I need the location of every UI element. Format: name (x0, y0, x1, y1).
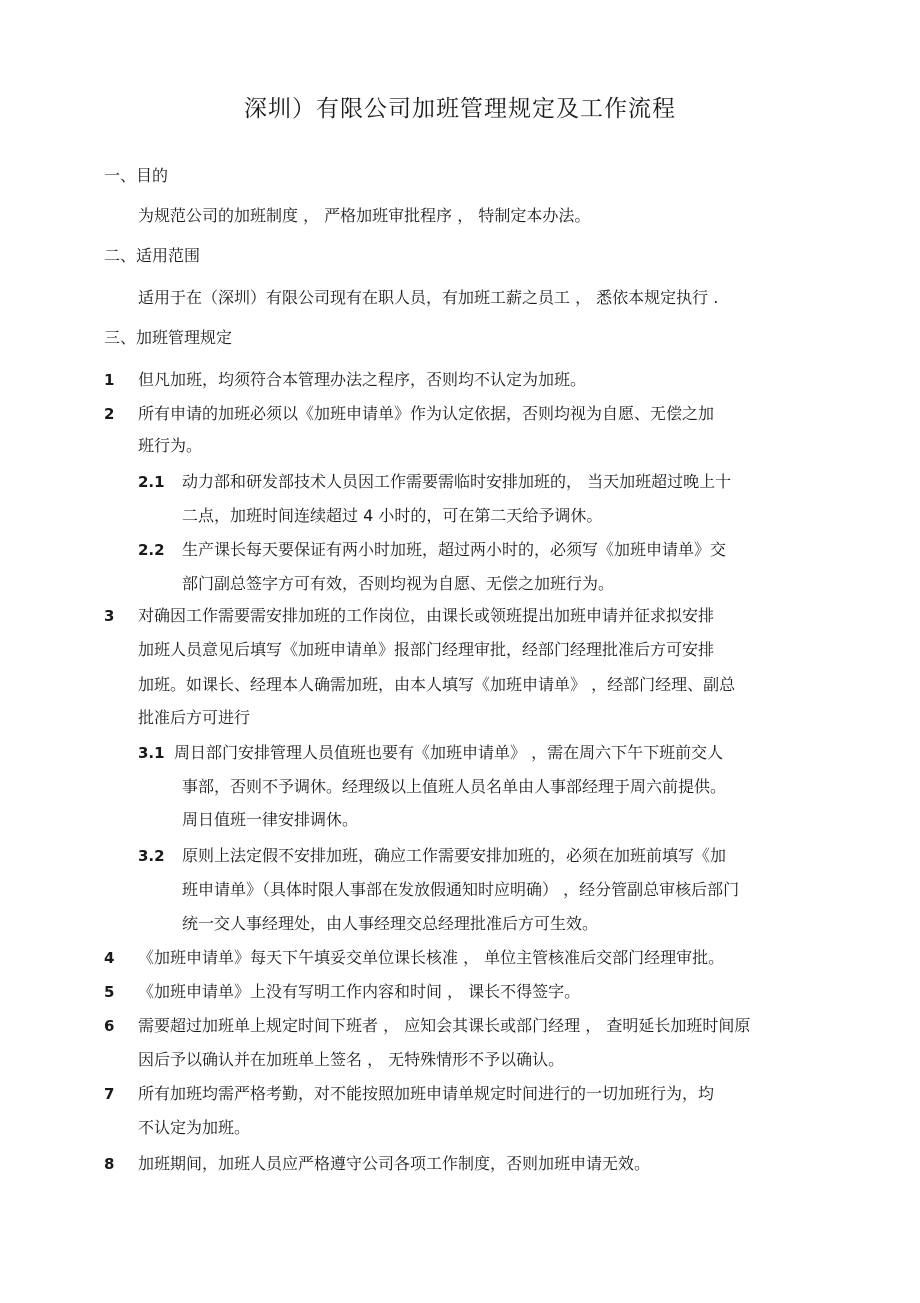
subitem-number: 2.2 (138, 541, 165, 559)
subitem-text: 统一交人事经理处，由人事经理交总经理批准后方可生效。 (182, 914, 599, 933)
item-text: 加班。如课长、经理本人确需加班，由本人填写《加班申请单》 ，经部门经理、副总 (138, 675, 736, 694)
item-text: 不认定为加班。 (138, 1118, 251, 1137)
item-number: 7 (104, 1085, 115, 1103)
subitem-number: 3.1 (138, 744, 165, 762)
item-number: 2 (104, 405, 115, 423)
section-heading-rules: 三、加班管理规定 (104, 328, 233, 347)
item-text: 班行为。 (138, 436, 203, 455)
subitem-text: 动力部和研发部技术人员因工作需要需临时安排加班的， 当天加班超过晚上十 (182, 472, 732, 491)
section-heading-purpose: 一、目的 (104, 166, 169, 185)
item-number: 5 (104, 983, 115, 1001)
item-number: 1 (104, 371, 115, 389)
subitem-text: 二点，加班时间连续超过 4 小时的，可在第二天给予调休。 (182, 506, 603, 525)
item-text: 《加班申请单》每天下午填妥交单位课长核准 ， 单位主管核准后交部门经理审批。 (138, 948, 725, 967)
subitem-text: 生产课长每天要保证有两小时加班，超过两小时的，必须写《加班申请单》交 (182, 540, 727, 559)
item-text: 加班期间，加班人员应严格遵守公司各项工作制度，否则加班申请无效。 (138, 1154, 651, 1173)
section-body-purpose: 为规范公司的加班制度 ， 严格加班审批程序 ， 特制定本办法。 (138, 206, 591, 225)
subitem-number: 3.2 (138, 847, 165, 865)
subitem-text: 事部，否则不予调休。经理级以上值班人员名单由人事部经理于周六前提供。 (182, 777, 727, 796)
subitem-text: 班申请单》（具体时限人事部在发放假通知时应明确） ，经分管副总审核后部门 (182, 880, 740, 899)
subitem-number: 2.1 (138, 473, 165, 491)
section-heading-scope: 二、适用范围 (104, 246, 201, 265)
document-title: 深圳）有限公司加班管理规定及工作流程 (244, 96, 676, 122)
item-text: 《加班申请单》上没有写明工作内容和时间 ， 课长不得签字。 (138, 982, 581, 1001)
item-text: 因后予以确认并在加班单上签名 ， 无特殊情形不予以确认。 (138, 1050, 565, 1069)
item-text: 对确因工作需要需安排加班的工作岗位，由课长或领班提出加班申请并征求拟安排 (138, 606, 715, 625)
item-number: 3 (104, 607, 115, 625)
subitem-text: 原则上法定假不安排加班，确应工作需要安排加班的，必须在加班前填写《加 (182, 846, 727, 865)
section-body-scope: 适用于在（深圳）有限公司现有在职人员，有加班工薪之员工 ， 悉依本规定执行 . (138, 288, 719, 307)
item-text: 批准后方可进行 (138, 708, 251, 727)
item-text: 所有申请的加班必须以《加班申请单》作为认定依据，否则均视为自愿、无偿之加 (138, 404, 715, 423)
item-number: 6 (104, 1017, 115, 1035)
subitem-text: 周日值班一律安排调休。 (182, 810, 359, 829)
item-text: 所有加班均需严格考勤，对不能按照加班申请单规定时间进行的一切加班行为，均 (138, 1084, 715, 1103)
subitem-text: 周日部门安排管理人员值班也要有《加班申请单》 ，需在周六下午下班前交人 (174, 743, 724, 762)
item-number: 4 (104, 949, 115, 967)
item-number: 8 (104, 1155, 115, 1173)
item-text: 需要超过加班单上规定时间下班者 ， 应知会其课长或部门经理 ， 查明延长加班时间原 (138, 1016, 751, 1035)
subitem-text: 部门副总签字方可有效，否则均视为自愿、无偿之加班行为。 (182, 574, 615, 593)
item-text: 但凡加班，均须符合本管理办法之程序，否则均不认定为加班。 (138, 370, 587, 389)
item-text: 加班人员意见后填写《加班申请单》报部门经理审批，经部门经理批准后方可安排 (138, 640, 715, 659)
